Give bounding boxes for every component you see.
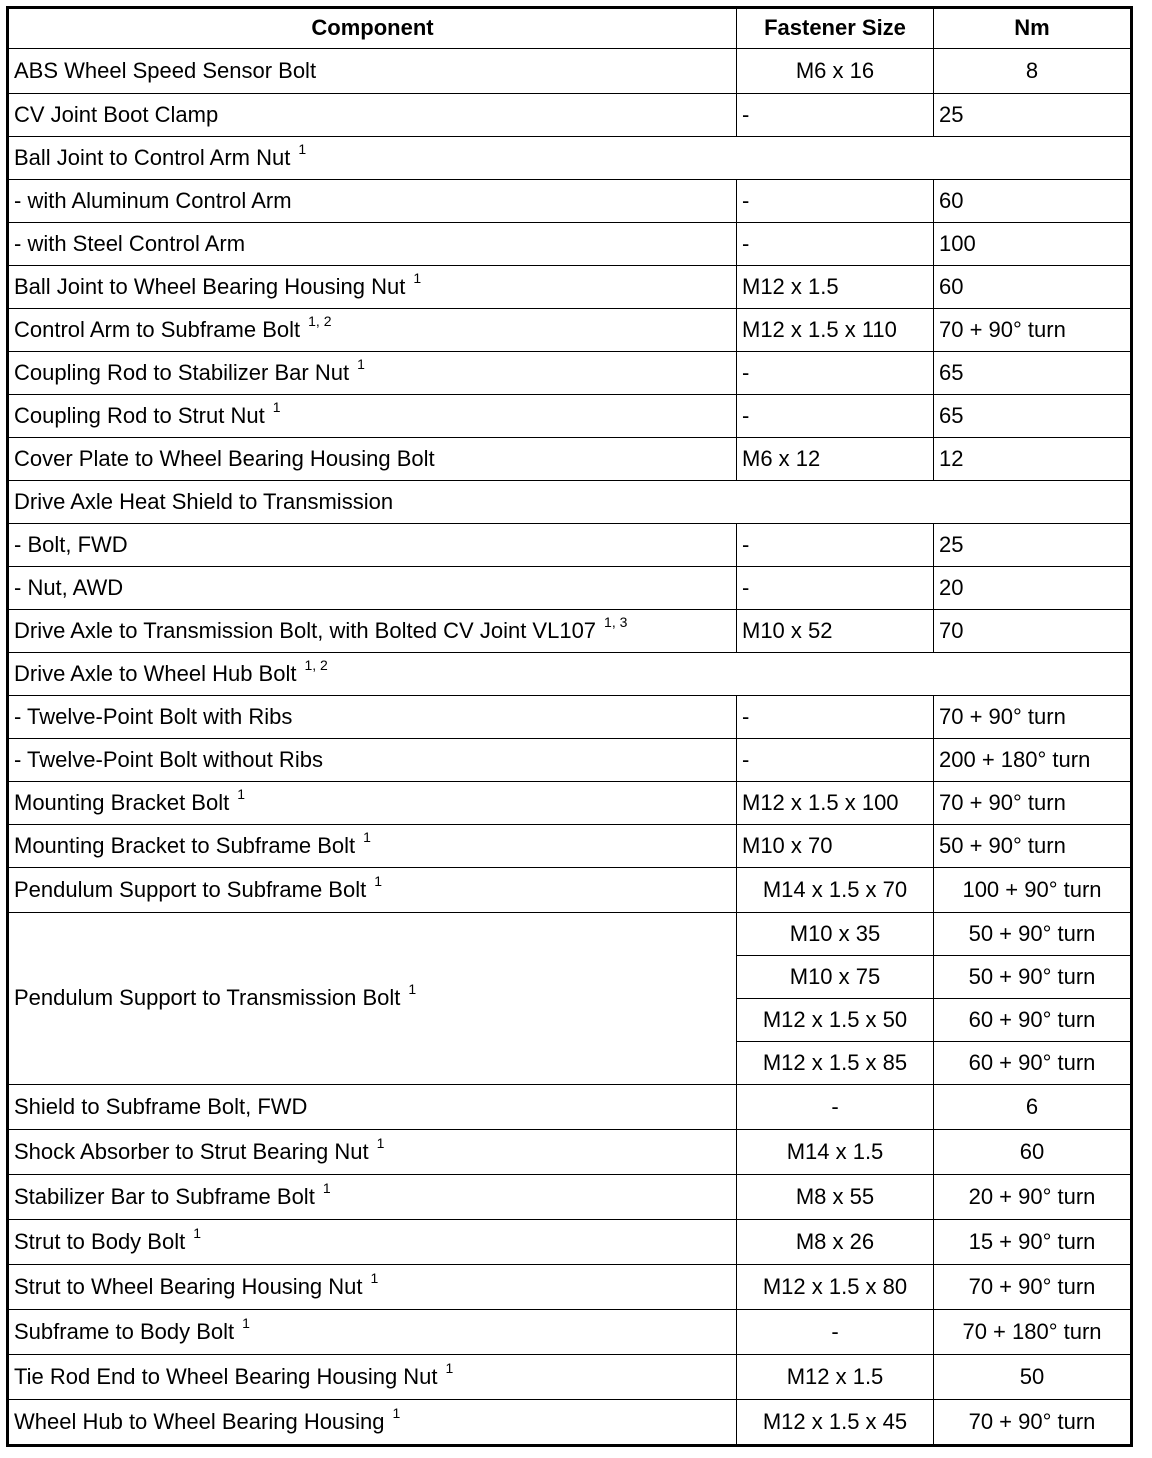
fastener-size-cell: M10 x 52 <box>737 610 934 653</box>
table-row <box>8 1400 1132 1446</box>
table-row <box>8 438 1132 481</box>
table-row <box>8 1130 1132 1175</box>
torque-nm-cell: 50 + 90° turn <box>934 956 1132 999</box>
torque-nm-cell: 20 + 90° turn <box>934 1175 1132 1220</box>
component-cell <box>8 653 1132 696</box>
component-name: Mounting Bracket to Subframe Bolt <box>14 832 356 858</box>
footnote-reference: 1 <box>193 1224 201 1241</box>
component-cell <box>8 94 737 137</box>
footnote-reference: 1 <box>272 398 281 415</box>
torque-nm-cell: 8 <box>934 49 1132 94</box>
table-row <box>8 1220 1132 1265</box>
torque-nm-cell: 25 <box>934 94 1132 137</box>
fastener-size-cell: M12 x 1.5 <box>737 266 934 309</box>
table-row <box>8 352 1132 395</box>
footnote-reference: 1 <box>413 269 422 286</box>
fastener-size-cell: M12 x 1.5 x 100 <box>737 782 934 825</box>
footnote-reference: 1 <box>370 1269 379 1286</box>
fastener-size-cell: M10 x 75 <box>737 956 934 999</box>
fastener-size-cell: - <box>737 94 934 137</box>
table-row <box>8 1175 1132 1220</box>
component-name: Strut to Wheel Bearing Housing Nut <box>14 1273 363 1299</box>
component-cell <box>8 1265 737 1310</box>
component-name: Shock Absorber to Strut Bearing Nut <box>14 1138 369 1164</box>
component-name: - Twelve-Point Bolt without Ribs <box>14 746 323 772</box>
torque-nm-cell: 70 + 90° turn <box>934 782 1132 825</box>
table-row <box>8 309 1132 352</box>
component-name: Pendulum Support to Subframe Bolt <box>14 876 367 902</box>
table-group-row <box>8 481 1132 524</box>
footnote-reference: 1 <box>357 355 365 372</box>
fastener-size-cell: - <box>737 1085 934 1130</box>
fastener-size-cell: - <box>737 223 934 266</box>
component-cell <box>8 1175 737 1220</box>
fastener-size-cell: M12 x 1.5 x 50 <box>737 999 934 1042</box>
fastener-size-cell: M12 x 1.5 x 110 <box>737 309 934 352</box>
component-name: Coupling Rod to Stabilizer Bar Nut <box>14 359 350 385</box>
fastener-size-cell: - <box>737 524 934 567</box>
component-cell <box>8 137 1132 180</box>
torque-nm-cell: 70 + 90° turn <box>934 1400 1132 1446</box>
component-name: Cover Plate to Wheel Bearing Housing Bolt <box>14 445 435 471</box>
footnote-reference: 1 <box>392 1404 401 1421</box>
torque-nm-cell: 60 + 90° turn <box>934 1042 1132 1085</box>
component-name: Coupling Rod to Strut Nut <box>14 402 265 428</box>
component-name: - with Steel Control Arm <box>14 230 246 256</box>
torque-nm-cell: 100 + 90° turn <box>934 868 1132 913</box>
torque-nm-cell: 60 <box>934 1130 1132 1175</box>
table-row <box>8 868 1132 913</box>
torque-nm-cell: 60 <box>934 180 1132 223</box>
fastener-size-cell: - <box>737 567 934 610</box>
fastener-size-cell: M8 x 26 <box>737 1220 934 1265</box>
table-row <box>8 1310 1132 1355</box>
table-row <box>8 913 1132 956</box>
table-row <box>8 49 1132 94</box>
torque-nm-cell: 50 + 90° turn <box>934 825 1132 868</box>
component-cell <box>8 481 1132 524</box>
table-row <box>8 782 1132 825</box>
footnote-reference: 1, 2 <box>304 656 328 673</box>
table-row <box>8 1265 1132 1310</box>
torque-nm-cell: 12 <box>934 438 1132 481</box>
component-cell <box>8 1085 737 1130</box>
component-cell <box>8 180 737 223</box>
component-cell <box>8 352 737 395</box>
component-name: Subframe to Body Bolt <box>14 1318 235 1344</box>
component-name: - with Aluminum Control Arm <box>14 187 292 213</box>
component-cell <box>8 567 737 610</box>
torque-nm-cell: 70 + 180° turn <box>934 1310 1132 1355</box>
footnote-reference: 1 <box>445 1359 454 1376</box>
fastener-size-cell: - <box>737 395 934 438</box>
component-cell <box>8 782 737 825</box>
component-name: - Nut, AWD <box>14 574 124 600</box>
torque-nm-cell: 70 <box>934 610 1132 653</box>
fastener-size-cell: M14 x 1.5 <box>737 1130 934 1175</box>
table-row <box>8 1355 1132 1400</box>
table-row <box>8 524 1132 567</box>
component-cell <box>8 825 737 868</box>
component-name: - Bolt, FWD <box>14 531 128 557</box>
fastener-size-cell: M12 x 1.5 x 45 <box>737 1400 934 1446</box>
table-row <box>8 1085 1132 1130</box>
component-cell <box>8 309 737 352</box>
component-cell <box>8 1355 737 1400</box>
torque-specifications-table <box>6 6 1133 1447</box>
fastener-size-cell: M12 x 1.5 <box>737 1355 934 1400</box>
torque-nm-cell: 25 <box>934 524 1132 567</box>
header-fastener-size: Fastener Size <box>737 8 934 49</box>
footnote-reference: 1 <box>363 828 371 845</box>
footnote-reference: 1 <box>237 785 246 802</box>
torque-nm-cell: 50 + 90° turn <box>934 913 1132 956</box>
component-name: ABS Wheel Speed Sensor Bolt <box>14 57 317 83</box>
component-name: Tie Rod End to Wheel Bearing Housing Nut <box>14 1363 438 1389</box>
table-row <box>8 567 1132 610</box>
component-name: Pendulum Support to Transmission Bolt <box>14 985 401 1011</box>
table-row <box>8 180 1132 223</box>
fastener-size-cell: M12 x 1.5 x 85 <box>737 1042 934 1085</box>
table-row <box>8 610 1132 653</box>
fastener-size-cell: - <box>737 352 934 395</box>
footnote-reference: 1, 2 <box>308 312 332 329</box>
table-row <box>8 94 1132 137</box>
component-cell <box>8 1400 737 1446</box>
fastener-size-cell: M6 x 12 <box>737 438 934 481</box>
header-nm: Nm <box>934 8 1132 49</box>
torque-nm-cell: 65 <box>934 352 1132 395</box>
component-name: Strut to Body Bolt <box>14 1228 186 1254</box>
component-cell <box>8 1310 737 1355</box>
component-cell <box>8 395 737 438</box>
footnote-reference: 1 <box>242 1314 250 1331</box>
table-group-row <box>8 137 1132 180</box>
table-row <box>8 223 1132 266</box>
component-cell <box>8 739 737 782</box>
footnote-reference: 1 <box>298 140 307 157</box>
component-name: Drive Axle to Wheel Hub Bolt <box>14 660 297 686</box>
fastener-size-cell: M10 x 70 <box>737 825 934 868</box>
torque-nm-cell: 60 <box>934 266 1132 309</box>
torque-nm-cell: 20 <box>934 567 1132 610</box>
fastener-size-cell: - <box>737 1310 934 1355</box>
component-cell <box>8 696 737 739</box>
component-cell <box>8 913 737 1085</box>
footnote-reference: 1 <box>322 1179 331 1196</box>
component-name: - Twelve-Point Bolt with Ribs <box>14 703 293 729</box>
table-row <box>8 825 1132 868</box>
component-name: Ball Joint to Wheel Bearing Housing Nut <box>14 273 406 299</box>
table-body <box>8 49 1132 1446</box>
header-row <box>8 8 1132 49</box>
component-name: CV Joint Boot Clamp <box>14 101 219 127</box>
component-cell <box>8 223 737 266</box>
component-name: Shield to Subframe Bolt, FWD <box>14 1093 308 1119</box>
torque-nm-cell: 200 + 180° turn <box>934 739 1132 782</box>
component-name: Drive Axle to Transmission Bolt, with Bolted CV Joint VL107 <box>14 617 597 643</box>
footnote-reference: 1 <box>374 872 383 889</box>
torque-nm-cell: 70 + 90° turn <box>934 309 1132 352</box>
torque-nm-cell: 65 <box>934 395 1132 438</box>
component-name: Stabilizer Bar to Subframe Bolt <box>14 1183 315 1209</box>
table-row <box>8 739 1132 782</box>
component-name: Control Arm to Subframe Bolt <box>14 316 301 342</box>
table-row <box>8 696 1132 739</box>
component-cell <box>8 438 737 481</box>
torque-nm-cell: 60 + 90° turn <box>934 999 1132 1042</box>
component-cell <box>8 1220 737 1265</box>
fastener-size-cell: - <box>737 180 934 223</box>
component-cell <box>8 610 737 653</box>
torque-nm-cell: 70 + 90° turn <box>934 1265 1132 1310</box>
component-name: Wheel Hub to Wheel Bearing Housing <box>14 1408 385 1434</box>
table-group-row <box>8 653 1132 696</box>
component-cell <box>8 266 737 309</box>
torque-nm-cell: 50 <box>934 1355 1132 1400</box>
torque-nm-cell: 6 <box>934 1085 1132 1130</box>
fastener-size-cell: - <box>737 696 934 739</box>
component-cell <box>8 524 737 567</box>
fastener-size-cell: M6 x 16 <box>737 49 934 94</box>
footnote-reference: 1 <box>376 1134 385 1151</box>
fastener-size-cell: - <box>737 739 934 782</box>
torque-nm-cell: 15 + 90° turn <box>934 1220 1132 1265</box>
torque-nm-cell: 100 <box>934 223 1132 266</box>
header-component: Component <box>8 8 737 49</box>
torque-nm-cell: 70 + 90° turn <box>934 696 1132 739</box>
component-name: Mounting Bracket Bolt <box>14 789 230 815</box>
fastener-size-cell: M12 x 1.5 x 80 <box>737 1265 934 1310</box>
component-cell <box>8 49 737 94</box>
table-row <box>8 266 1132 309</box>
component-name: Drive Axle Heat Shield to Transmission <box>14 488 394 514</box>
fastener-size-cell: M10 x 35 <box>737 913 934 956</box>
table-row <box>8 395 1132 438</box>
fastener-size-cell: M14 x 1.5 x 70 <box>737 868 934 913</box>
component-cell <box>8 868 737 913</box>
fastener-size-cell: M8 x 55 <box>737 1175 934 1220</box>
component-name: Ball Joint to Control Arm Nut <box>14 144 291 170</box>
footnote-reference: 1 <box>408 981 417 998</box>
component-cell <box>8 1130 737 1175</box>
footnote-reference: 1, 3 <box>604 613 628 630</box>
